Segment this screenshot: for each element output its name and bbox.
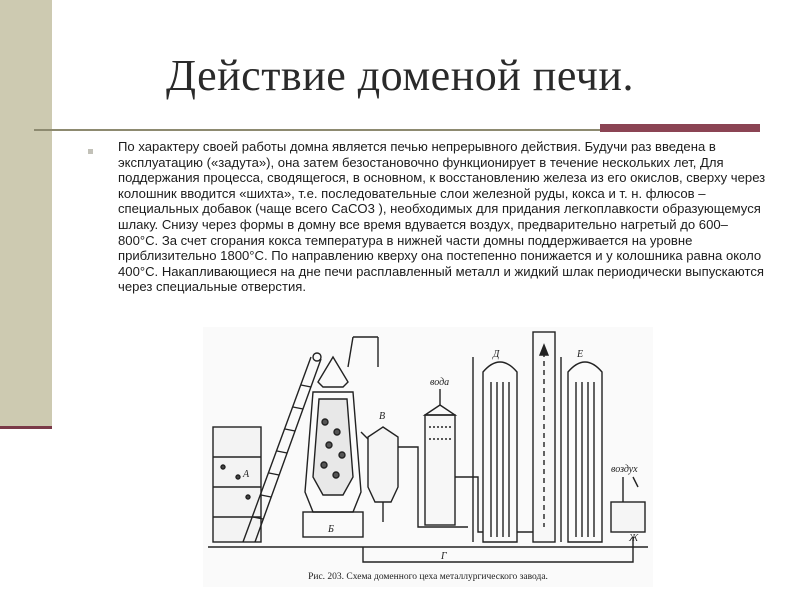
body-paragraph: По характеру своей работы домна является печью непрерывного действия. Будучи раз введена в эксплуатацию («задута»), она затем безостановочно функционирует в течение нескольких лет, Для поддержания процесса, сводящегося, в основном, к восстановлению железа из его окислов, сверху через колошник вводится «шихта», т.е. последовательные слои железной руды, кокса и т. н. флюсов – специальных добавок (чаще всего CaCO3 ), необходимых для придания легкоплавкости образующемуся шлаку. Снизу через формы в домну все время вдувается воздух, предварительно нагретый до 600–800°С. За счет сгорания кокса температура в нижней части домны поддерживается на уровне приблизительно 1800°С. По направлению кверху она постепенно понижается и у колошника равна около 400°С. Накапливающиеся на дне печи расплавленный металл и жидкий шлак периодически выпускаются через специальные отверстия. [118,139,766,295]
side-band-divider [0,426,52,429]
label-b: Б [328,524,334,535]
figure-caption: Рис. 203. Схема доменного цеха металлургического завода. [308,572,548,582]
label-d: Д [493,349,500,360]
gas-scrubber [425,389,455,525]
label-v: В [379,411,386,422]
air-heater-d [483,362,517,542]
label-g: Г [441,551,447,562]
bullet-marker [88,149,93,154]
slide-title: Действие доменой печи. [166,51,634,100]
label-water: вода [430,377,450,388]
label-a: А [243,469,250,480]
label-e: Е [577,349,584,360]
ore-bunker [213,427,261,542]
air-heater-e [568,362,602,542]
label-air: воздух [611,464,638,475]
diagram-drawing [203,327,653,587]
title-rule-accent [600,124,760,132]
label-zh: Ж [629,533,639,544]
title-rule [34,129,600,131]
blast-furnace-diagram [203,327,653,587]
air-blower [611,477,645,532]
dust-catcher [361,427,398,522]
chimney-stack [533,332,555,542]
